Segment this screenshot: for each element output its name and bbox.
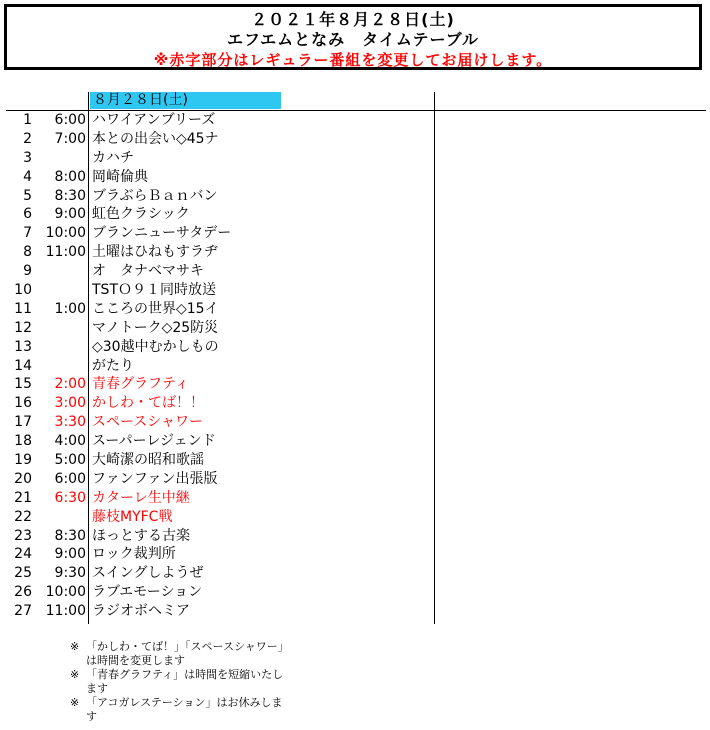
row-program: こころの世界◇15イ	[92, 300, 219, 317]
table-row	[0, 187, 710, 206]
row-program: 藤枝MYFC戦	[92, 508, 173, 525]
table-row	[0, 262, 710, 281]
row-time: 8:30	[54, 527, 86, 544]
row-program: かしわ・てば！！	[92, 395, 204, 412]
row-number: 14	[14, 357, 32, 374]
row-number: 22	[14, 508, 32, 525]
footnotes	[70, 640, 286, 724]
row-number: 11	[14, 300, 32, 317]
table-row	[0, 413, 710, 432]
row-program: ◇30越中むかしもの	[92, 338, 219, 355]
row-time: 3:30	[54, 414, 86, 431]
row-time: 9:00	[54, 206, 86, 223]
footnote-mark: ※	[70, 696, 80, 709]
row-number: 1	[23, 112, 32, 128]
row-time: 5:00	[54, 452, 86, 469]
row-time: 7:00	[54, 130, 86, 147]
row-number: 4	[23, 168, 32, 185]
row-number: 10	[14, 282, 32, 299]
row-time: 8:30	[54, 187, 86, 204]
row-number: 6	[23, 206, 32, 223]
row-program: 岡崎倫典	[92, 168, 148, 185]
row-number: 2	[23, 130, 32, 147]
row-time: 11:00	[45, 244, 86, 261]
row-number: 17	[14, 414, 32, 431]
row-program: 土曜はひねもすラヂ	[92, 244, 218, 261]
table-row	[0, 205, 710, 224]
row-program: ブラぶらＢａｎバン	[92, 187, 218, 204]
header-box	[4, 4, 702, 70]
row-number: 20	[14, 470, 32, 487]
footnote	[70, 668, 286, 696]
row-number: 25	[14, 565, 32, 582]
row-time: 11:00	[45, 603, 86, 620]
row-program: オ タナベマサキ	[92, 263, 204, 280]
table-row	[0, 224, 710, 243]
table-row	[0, 470, 710, 489]
row-program: ファンファン出張版	[92, 470, 218, 487]
row-program: ハワイアンブリーズ	[92, 112, 216, 128]
row-time: 10:00	[45, 225, 86, 242]
footnote	[70, 696, 286, 724]
row-number: 7	[23, 225, 32, 242]
row-number: 3	[23, 149, 32, 166]
row-number: 19	[14, 452, 32, 469]
row-program: スイングしようぜ	[92, 565, 204, 582]
schedule-rows	[0, 111, 710, 621]
table-row	[0, 489, 710, 508]
row-time: 4:00	[54, 433, 86, 450]
header-notice: ※赤字部分はレギュラー番組を変更してお届けします。	[153, 51, 553, 69]
row-number: 9	[23, 263, 32, 280]
table-row	[0, 243, 710, 262]
footnote-text: 「アコガレステーション」はお休みします	[86, 696, 283, 723]
row-program: カターレ生中継	[92, 489, 190, 506]
row-program: 大崎潔の昭和歌謡	[92, 452, 204, 469]
footnote-text: 「かしわ・てば！」「スペースシャワー」は時間を変更します	[86, 640, 284, 667]
row-program: 本との出会い◇45ナ	[92, 130, 219, 147]
table-row	[0, 300, 710, 319]
row-time: 6:00	[54, 112, 86, 128]
row-number: 27	[14, 603, 32, 620]
row-time: 6:30	[54, 489, 86, 506]
table-row	[0, 375, 710, 394]
row-time: 2:00	[54, 376, 86, 393]
row-number: 16	[14, 395, 32, 412]
row-program: ラブエモーション	[92, 584, 203, 601]
table-row	[0, 508, 710, 527]
table-row	[0, 564, 710, 583]
row-program: スーパーレジェンド	[92, 433, 216, 450]
table-row	[0, 432, 710, 451]
row-program: TSTＯ９１同時放送	[92, 282, 216, 299]
table-row	[0, 111, 710, 130]
date-column-header: ８月２８日(土)	[90, 92, 281, 109]
table-row	[0, 545, 710, 564]
row-program: 虹色クラシック	[92, 206, 190, 223]
row-number: 18	[14, 433, 32, 450]
footnote-text: 「青春グラフティ」は時間を短縮いたします	[86, 668, 284, 695]
row-number: 24	[14, 546, 32, 563]
row-time: 6:00	[54, 470, 86, 487]
row-program: ほっとする古楽	[92, 527, 190, 544]
row-program: ロック裁判所	[92, 546, 176, 563]
row-program: 青春グラフティ	[92, 376, 189, 393]
table-row	[0, 451, 710, 470]
header-title: エフエムとなみ タイムテーブル	[226, 30, 480, 49]
row-program: ラジオボヘミア	[92, 603, 190, 620]
row-number: 21	[14, 489, 32, 506]
footnote-mark: ※	[70, 640, 80, 653]
row-time: 1:00	[54, 300, 86, 317]
row-number: 13	[14, 338, 32, 355]
footnote	[70, 640, 286, 668]
table-row	[0, 168, 710, 187]
row-program: マノトーク◇25防災	[92, 319, 219, 336]
row-program: スペースシャワー	[92, 414, 204, 431]
row-number: 26	[14, 584, 32, 601]
row-time: 8:00	[54, 168, 86, 185]
row-number: 5	[23, 187, 32, 204]
table-row	[0, 319, 710, 338]
table-row	[0, 527, 710, 546]
footnote-mark: ※	[70, 668, 80, 681]
table-row	[0, 357, 710, 376]
row-time: 10:00	[45, 584, 86, 601]
row-time: 9:00	[54, 546, 86, 563]
header-date: ２０２１年８月２８日(土)	[251, 10, 455, 29]
row-time: 9:30	[54, 565, 86, 582]
row-program: ブランニューサタデー	[92, 225, 232, 242]
row-program: カハチ	[92, 149, 134, 166]
table-row	[0, 583, 710, 602]
row-program: がたり	[92, 357, 134, 374]
row-number: 15	[14, 376, 32, 393]
table-row	[0, 130, 710, 149]
table-row	[0, 281, 710, 300]
table-row	[0, 338, 710, 357]
row-number: 23	[14, 527, 32, 544]
table-row	[0, 149, 710, 168]
table-row	[0, 394, 710, 413]
row-number: 12	[14, 319, 32, 336]
table-row	[0, 602, 710, 621]
row-time: 3:00	[54, 395, 86, 412]
row-number: 8	[23, 244, 32, 261]
